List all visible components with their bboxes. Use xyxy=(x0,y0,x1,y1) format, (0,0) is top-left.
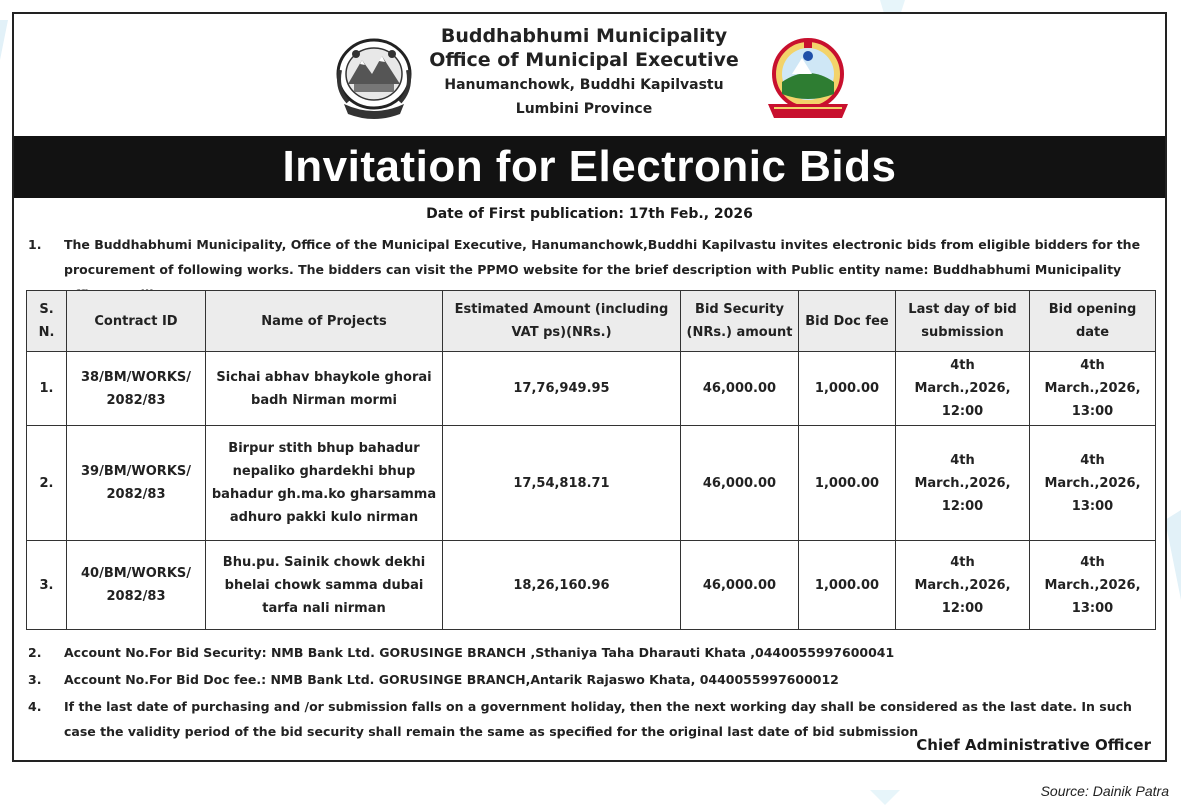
publication-date: Date of First publication: 17th Feb., 2026 xyxy=(426,206,753,222)
province-name: Lumbini Province xyxy=(515,101,653,117)
cell-doc-fee: 1,000.00 xyxy=(799,352,896,426)
municipality-logo-icon xyxy=(762,34,854,124)
cell-opening: 4th March.,2026, 13:00 xyxy=(1030,426,1156,541)
cell-security: 46,000.00 xyxy=(681,541,799,630)
cell-contract-id: 38/BM/WORKS/ 2082/83 xyxy=(67,352,206,426)
cell-last-day: 4th March.,2026, 12:00 xyxy=(896,426,1030,541)
cell-amount: 17,76,949.95 xyxy=(443,352,681,426)
signatory-title: Chief Administrative Officer xyxy=(916,736,1151,754)
clause-number: 1. xyxy=(28,237,42,252)
notice-frame xyxy=(12,12,1167,762)
clause-3 xyxy=(28,667,1158,692)
notice-title: Invitation for Electronic Bids xyxy=(14,136,1165,198)
cell-doc-fee: 1,000.00 xyxy=(799,426,896,541)
cell-security: 46,000.00 xyxy=(681,352,799,426)
notice-header xyxy=(14,14,1165,134)
col-header-amount: Estimated Amount (including VAT ps)(NRs.) xyxy=(443,291,681,352)
clause-number: 2. xyxy=(28,645,42,660)
office-address: Hanumanchowk, Buddhi Kapilvastu xyxy=(444,77,724,93)
office-name: Office of Municipal Executive xyxy=(429,49,739,71)
col-header-doc-fee: Bid Doc fee xyxy=(799,291,896,352)
cell-amount: 18,26,160.96 xyxy=(443,541,681,630)
cell-sn: 2. xyxy=(27,426,67,541)
cell-security: 46,000.00 xyxy=(681,426,799,541)
col-header-project: Name of Projects xyxy=(206,291,443,352)
issuer-block xyxy=(424,24,744,120)
cell-doc-fee: 1,000.00 xyxy=(799,541,896,630)
col-header-security: Bid Security (NRs.) amount xyxy=(681,291,799,352)
clause-text: Account No.For Bid Security: NMB Bank Ltd. GORUSINGE BRANCH ,Sthaniya Taha Dharauti Khata ,0440055997600041 xyxy=(64,645,895,660)
source-credit: Source: Dainik Patra xyxy=(1040,783,1169,799)
cell-project: Birpur stith bhup bahadur nepaliko ghardekhi bhup bahadur gh.ma.ko gharsamma adhuro pakki kulo nirman xyxy=(206,426,443,541)
cell-amount: 17,54,818.71 xyxy=(443,426,681,541)
bids-table xyxy=(26,290,1156,630)
municipality-name: Buddhabhumi Municipality xyxy=(440,25,728,47)
col-header-contract-id: Contract ID xyxy=(67,291,206,352)
cell-opening: 4th March.,2026, 13:00 xyxy=(1030,541,1156,630)
table-header xyxy=(27,291,1156,352)
col-header-opening: Bid opening date xyxy=(1030,291,1156,352)
col-header-sn: S. N. xyxy=(27,291,67,352)
table-row xyxy=(27,352,1156,426)
cell-project: Sichai abhav bhaykole ghorai badh Nirman mormi xyxy=(206,352,443,426)
cell-last-day: 4th March.,2026, 12:00 xyxy=(896,352,1030,426)
clause-2 xyxy=(28,640,1158,665)
clause-number: 3. xyxy=(28,672,42,687)
clause-text: If the last date of purchasing and /or submission falls on a government holiday, then the next working day shall be considered as the last date. In such case the validity period of the bid security shall remain the same as specified for the original last date of bid submission xyxy=(64,699,1132,739)
nepal-emblem-icon xyxy=(334,34,414,122)
table-row xyxy=(27,426,1156,541)
cell-contract-id: 39/BM/WORKS/ 2082/83 xyxy=(67,426,206,541)
clause-number: 4. xyxy=(28,699,42,714)
cell-last-day: 4th March.,2026, 12:00 xyxy=(896,541,1030,630)
table-row xyxy=(27,541,1156,630)
cell-project: Bhu.pu. Sainik chowk dekhi bhelai chowk samma dubai tarfa nali nirman xyxy=(206,541,443,630)
cell-contract-id: 40/BM/WORKS/ 2082/83 xyxy=(67,541,206,630)
clause-text: Account No.For Bid Doc fee.: NMB Bank Ltd. GORUSINGE BRANCH,Antarik Rajaswo Khata, 0440055997600012 xyxy=(64,672,839,687)
col-header-last-day: Last day of bid submission xyxy=(896,291,1030,352)
cell-sn: 1. xyxy=(27,352,67,426)
cell-opening: 4th March.,2026, 13:00 xyxy=(1030,352,1156,426)
clause-text: The Buddhabhumi Municipality, Office of the Municipal Executive, Hanumanchowk,Buddhi Kapilvastu invites electronic bids from eligible bidders for the procurement of following works. The bidders can visit the PPMO website for the brief description with Public entity name: Buddhabhumi Municipality xyxy=(64,237,1141,277)
cell-sn: 3. xyxy=(27,541,67,630)
